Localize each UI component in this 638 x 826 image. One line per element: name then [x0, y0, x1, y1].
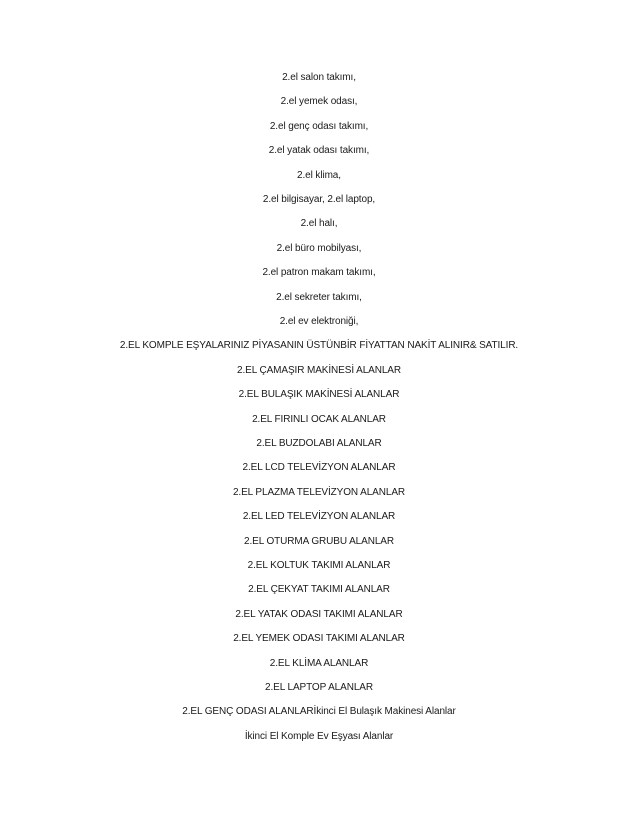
text-line: 2.el bilgisayar, 2.el laptop, [262, 194, 376, 205]
text-line: 2.EL LED TELEVİZYON ALANLAR [242, 511, 396, 523]
text-line: 2.EL LAPTOP ALANLAR [265, 682, 373, 693]
text-line: 2.EL OTURMA GRUBU ALANLAR [244, 535, 394, 547]
text-line: 2.EL YEMEK ODASI TAKIMI ALANLAR [233, 633, 405, 645]
text-line: 2.el patron makam takımı, [262, 267, 376, 279]
text-line: 2.EL KOLTUK TAKIMI ALANLAR [247, 560, 391, 571]
text-line: 2.el genç odası takımı, [269, 120, 369, 132]
text-line: 2.EL BULAŞIK MAKİNESİ ALANLAR [238, 389, 400, 401]
text-line: 2.EL ÇEKYAT TAKIMI ALANLAR [248, 584, 390, 596]
text-line: 2.EL PLAZMA TELEVİZYON ALANLAR [232, 486, 406, 498]
text-line: 2.el yatak odası takımı, [268, 145, 370, 157]
text-line: 2.el halı, [300, 218, 338, 230]
text-line: 2.EL YATAK ODASI TAKIMI ALANLAR [235, 608, 403, 620]
text-line: 2.el büro mobilyası, [276, 242, 362, 254]
text-line: 2.el klima, [297, 169, 341, 181]
text-line: 2.EL BUZDOLABI ALANLAR [256, 438, 382, 449]
text-line: 2.el yemek odası, [280, 96, 358, 108]
text-line: 2.EL FIRINLI OCAK ALANLAR [252, 413, 386, 425]
text-line: 2.EL LCD TELEVİZYON ALANLAR [242, 462, 396, 474]
text-line: 2.EL KLİMA ALANLAR [269, 657, 369, 669]
text-line: İkinci El Komple Ev Eşyası Alanlar [244, 730, 394, 742]
text-line: 2.EL GENÇ ODASI ALANLARİkinci El Bulaşık Makinesi Alanlar [182, 706, 456, 718]
text-line: 2.el sekreter takımı, [276, 291, 362, 303]
text-line: 2.EL KOMPLE EŞYALARINIZ PİYASANIN ÜSTÜNBİR FİYATTAN NAKİT ALINIR& SATILIR. [119, 340, 519, 352]
text-line: 2.EL ÇAMAŞIR MAKİNESİ ALANLAR [236, 364, 401, 376]
text-line: 2.el salon takımı, [282, 72, 356, 83]
text-line: 2.el ev elektroniği, [279, 316, 359, 327]
